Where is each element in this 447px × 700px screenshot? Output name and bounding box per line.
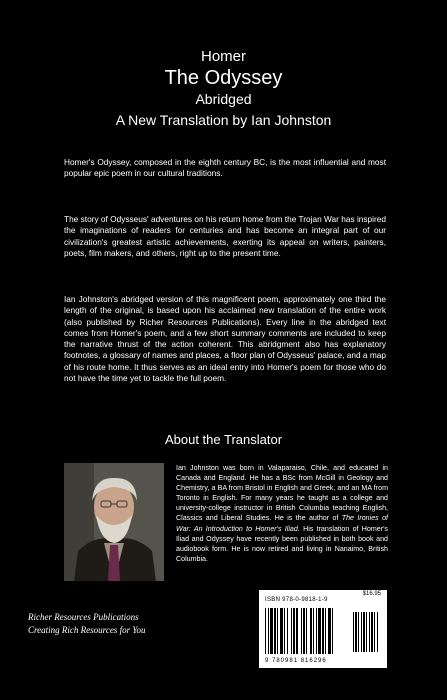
bio-book-title: The Ironies of War: An Introduction to Homer's Iliad. — [176, 514, 388, 533]
about-translator-heading: About the Translator — [164, 432, 283, 447]
bio-text-start: Ian Johnston was born in Valaparaiso, Chile, and educated in Canada and England. He has a BSc from McGill in Geology and Chemistry, a BA from Bristol in English and Greek, and an MA from Toronto in English. For many years he taught as a college and university-college instructor in British Columbia teaching English, Classics and Liberal Studies. He is the author of — [176, 464, 388, 523]
translator-photo — [64, 463, 164, 581]
description-paragraph-3: Ian Johnston's abridged version of this magnificent poem, approximately one third the length of the original, is based upon his acclaimed new translation of the entire work (also published by Richer Resources Publications). Every line in the abridged text comes from Homer's poem, and a few short summary comments are included to keep the narrative thrust of the action coherent. This abridgment also has explanatory footnotes, a glossary of names and places, a floor plan of Odysseus' palace, and a map of his route home. It thus serves as an ideal entry into Homer's poem for those who do not have the time yet to tackle the full poem. — [64, 294, 386, 384]
translator-bio — [176, 463, 388, 564]
tagline: A New Translation by Ian Johnston — [115, 112, 332, 128]
edition-label: Abridged — [195, 91, 252, 107]
isbn-label: ISBN 978-0-9818-1-9 — [265, 597, 328, 603]
bio-text-end: His translation of Homer's Iliad and Odyssey have recently been published in both book and audiobook form. He is now retired and living in Nanaimo, British Columbia. — [176, 524, 388, 563]
ean-number: 9 780981 816296 — [265, 658, 327, 664]
author-name: Homer — [200, 48, 246, 65]
publisher-name: Richer Resources Publications — [28, 612, 139, 622]
barcode-box — [259, 590, 387, 668]
publisher-block — [28, 611, 146, 637]
description-paragraph-2: The story of Odysseus' adventures on his return home from the Trojan War has inspired the imaginations of readers for centuries and has become an integral part of our civilization's greatest artistic achievements, exerting its appeal on writers, painters, poets, film makers, and others, right up to the present time. — [64, 214, 386, 258]
book-title: The Odyssey — [164, 67, 283, 89]
description-paragraph-1: Homer's Odyssey, composed in the eighth century BC, is the most influential and most popular epic poem in our cultural traditions. — [64, 157, 386, 179]
publisher-slogan: Creating Rich Resources for You — [28, 625, 146, 635]
title-block — [0, 48, 447, 129]
barcode-icon — [263, 608, 383, 656]
price-label: $16.95 — [362, 591, 381, 597]
